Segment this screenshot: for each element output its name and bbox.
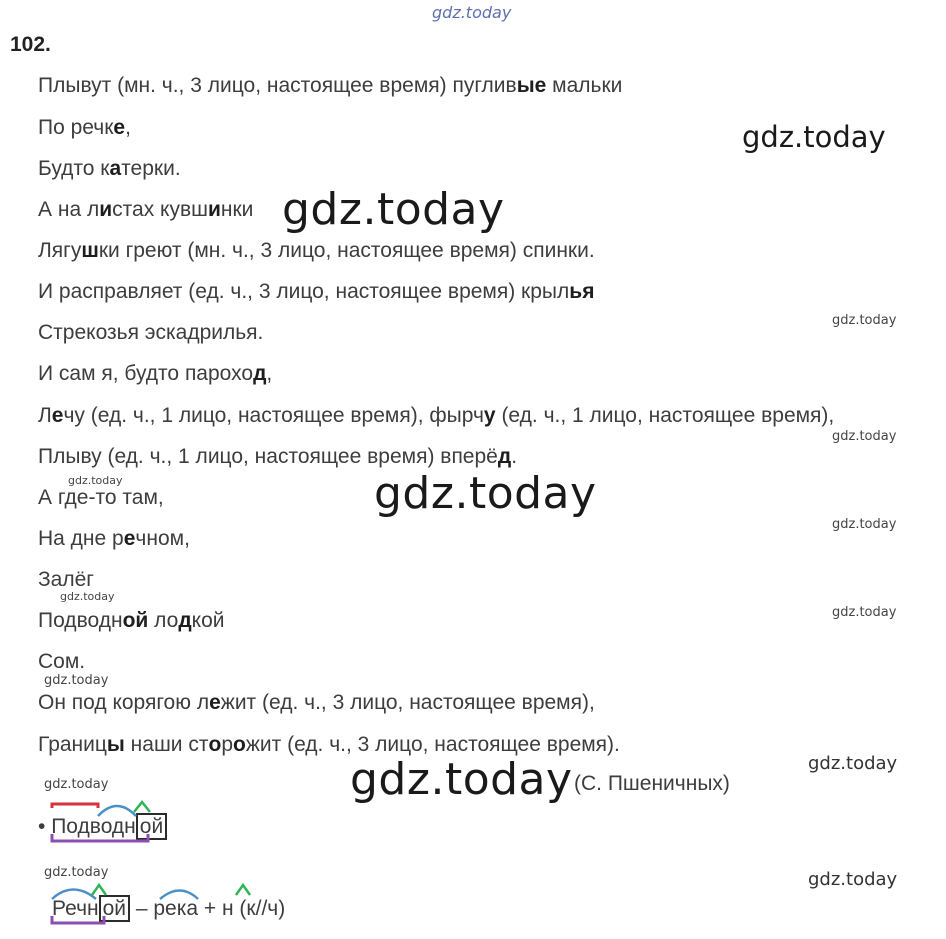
watermark-small-7: gdz.today bbox=[44, 865, 109, 880]
poem-author: (С. Пшеничных) bbox=[574, 772, 730, 795]
word-stem: Речн bbox=[52, 897, 99, 920]
word-analysis-rechnoy: Речн ой – река + н (к//ч) bbox=[52, 897, 286, 920]
word-stem: Подводн bbox=[51, 815, 136, 838]
watermark-small-6: gdz.today bbox=[44, 777, 109, 792]
watermark-mid-1: gdz.today bbox=[808, 753, 898, 774]
poem-line-16: Он под корягою лежит (ед. ч., 3 лицо, настоящее время), bbox=[38, 691, 595, 714]
watermark-tiny-2: gdz.today bbox=[60, 590, 115, 603]
suffix-mark bbox=[134, 802, 150, 812]
watermark-small-4: gdz.today bbox=[832, 605, 897, 620]
suffix-mark-2 bbox=[92, 885, 106, 895]
watermark-center-2: gdz.today bbox=[374, 468, 597, 519]
poem-line-10: Плыву (ед. ч., 1 лицо, настоящее время) вперёд. bbox=[38, 445, 518, 468]
word-ending-box: ой bbox=[136, 813, 167, 840]
watermark-top: gdz.today bbox=[432, 3, 512, 22]
watermark-small-5: gdz.today bbox=[44, 673, 109, 688]
word-analysis-podvodnoy: • Подводн ой bbox=[38, 815, 167, 839]
watermark-small-1: gdz.today bbox=[832, 313, 897, 328]
poem-line-9: Лечу (ед. ч., 1 лицо, настоящее время), фырчу (ед. ч., 1 лицо, настоящее время), bbox=[38, 404, 835, 427]
poem-line-1: Плывут (мн. ч., 3 лицо, настоящее время) пугливые мальки bbox=[38, 74, 623, 97]
watermark-tiny-1: gdz.today bbox=[68, 474, 123, 487]
watermark-right-1: gdz.today bbox=[742, 120, 886, 154]
suffix-mark-3 bbox=[236, 885, 250, 895]
poem-line-13: Залёг bbox=[38, 568, 94, 591]
poem-line-17: Границы наши сторожит (ед. ч., 3 лицо, настоящее время). bbox=[38, 733, 620, 756]
watermark-small-2: gdz.today bbox=[832, 429, 897, 444]
poem-line-14: Подводной лодкой bbox=[38, 609, 225, 632]
poem-line-15: Сом. bbox=[38, 650, 86, 673]
poem-line-6: И расправляет (ед. ч., 3 лицо, настоящее время) крылья bbox=[38, 280, 595, 303]
watermark-small-3: gdz.today bbox=[832, 517, 897, 532]
poem-line-8: И сам я, будто пароход, bbox=[38, 362, 273, 385]
poem-line-3: Будто катерки. bbox=[38, 157, 181, 180]
watermark-mid-2: gdz.today bbox=[808, 869, 898, 890]
watermark-center-1: gdz.today bbox=[282, 184, 505, 235]
prefix-mark bbox=[52, 804, 98, 808]
word-ending-box: ой bbox=[99, 895, 130, 922]
watermark-center-3: gdz.today bbox=[350, 754, 573, 805]
poem-line-4: А на листах кувшинки bbox=[38, 198, 254, 221]
poem-line-5: Лягушки греют (мн. ч., 3 лицо, настоящее время) спинки. bbox=[38, 239, 595, 262]
poem-line-2: По речке, bbox=[38, 116, 131, 139]
poem-line-12: На дне речном, bbox=[38, 527, 190, 550]
exercise-number: 102. bbox=[10, 33, 51, 56]
poem-line-11: А где-то там, bbox=[38, 486, 164, 509]
poem-line-7: Стрекозья эскадрилья. bbox=[38, 321, 264, 344]
